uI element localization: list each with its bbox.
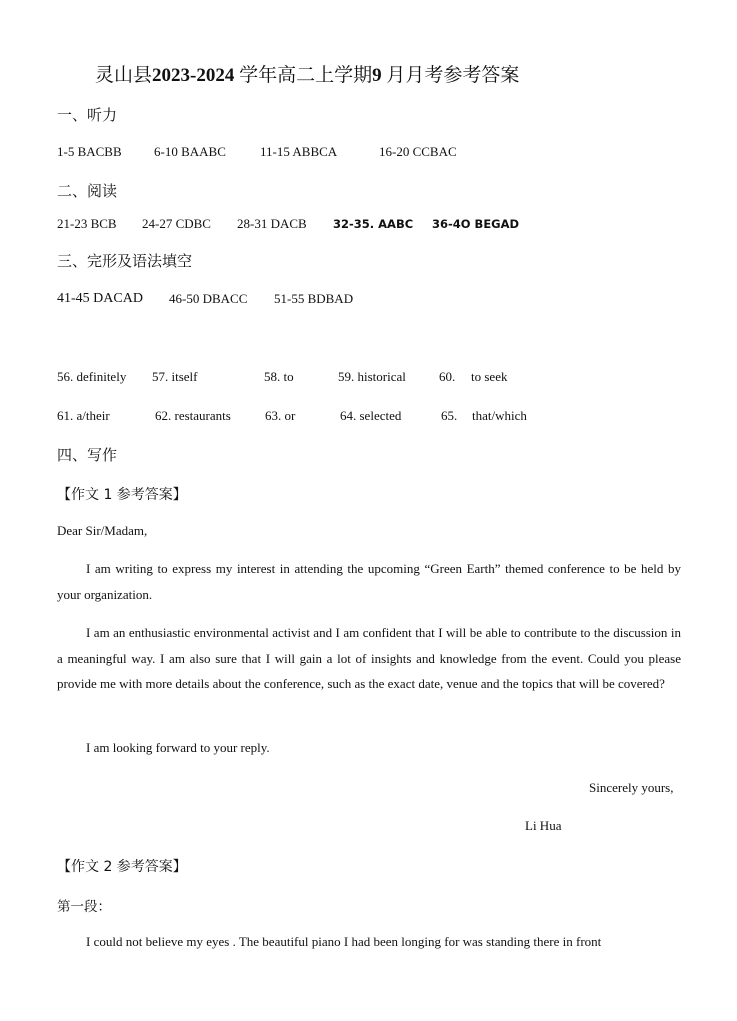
essay1-greeting: Dear Sir/Madam,: [57, 523, 148, 538]
answer-group: 11-15 ABBCA: [260, 144, 338, 159]
title-suffix: 月月考参考答案: [381, 65, 520, 86]
grammar-answer: 61. a/their: [57, 408, 110, 423]
essay1-paragraph-1: I am writing to express my interest in attending the upcoming “Green Earth” themed conference to be held by your organization.: [57, 561, 681, 602]
answer-group: 32-35. AABC: [333, 217, 414, 231]
essay1-closing: Sincerely yours,: [589, 780, 674, 795]
essay2-heading: 【作文 2 参考答案】: [57, 859, 187, 875]
answer-group: 36-4O BEGAD: [432, 217, 520, 231]
answer-group: 41-45 DACAD: [57, 291, 143, 306]
section-writing: 四、写作: [57, 446, 118, 464]
answer-group: 28-31 DACB: [237, 216, 307, 231]
essay2-paragraph-1: I could not believe my eyes . The beautiful piano I had been longing for was standing there in front: [86, 934, 602, 949]
answer-group: 51-55 BDBAD: [274, 291, 354, 306]
section-listening: 一、听力: [57, 106, 118, 124]
answer-group: 46-50 DBACC: [169, 291, 248, 306]
answer-group: 16-20 CCBAC: [379, 144, 457, 159]
grammar-answer: 60.: [439, 369, 456, 384]
title-prefix: 灵山县: [95, 65, 153, 86]
grammar-answer: to seek: [471, 369, 508, 384]
answer-group: 1-5 BACBB: [57, 144, 122, 159]
page-title: [95, 60, 519, 87]
essay1-paragraph-2: I am an enthusiastic environmental activist and I am confident that I will be able to contribute to the discussion in a meaningful way. I am also sure that I will gain a lot of insights and knowledge from the event. Could you please provide me with more details about the conference, such as the exact date, venue and the topics that will be covered?: [57, 625, 681, 692]
grammar-answer: 62. restaurants: [155, 408, 231, 423]
grammar-answer: 64. selected: [340, 408, 402, 423]
grammar-answer: that/which: [472, 408, 527, 423]
grammar-answer: 63. or: [265, 408, 296, 423]
answer-group: 6-10 BAABC: [154, 144, 226, 159]
grammar-answer: 59. historical: [338, 369, 406, 384]
section-cloze: 三、完形及语法填空: [57, 252, 193, 270]
grammar-answer: 58. to: [264, 369, 294, 384]
grammar-answer: 65.: [441, 408, 458, 423]
title-month: 9: [372, 65, 382, 86]
essay1-signature: Li Hua: [525, 818, 562, 833]
essay2-subheading: 第一段：: [57, 899, 111, 915]
essay1-heading: 【作文 1 参考答案】: [57, 487, 187, 503]
title-years: 2023-2024: [152, 65, 235, 86]
title-middle: 学年高二上学期: [234, 65, 373, 86]
answer-group: 21-23 BCB: [57, 216, 117, 231]
answer-group: 24-27 CDBC: [142, 216, 211, 231]
grammar-answer: 56. definitely: [57, 369, 127, 384]
section-reading: 二、阅读: [57, 182, 118, 200]
essay1-paragraph-3: I am looking forward to your reply.: [86, 740, 270, 755]
grammar-answer: 57. itself: [152, 369, 198, 384]
